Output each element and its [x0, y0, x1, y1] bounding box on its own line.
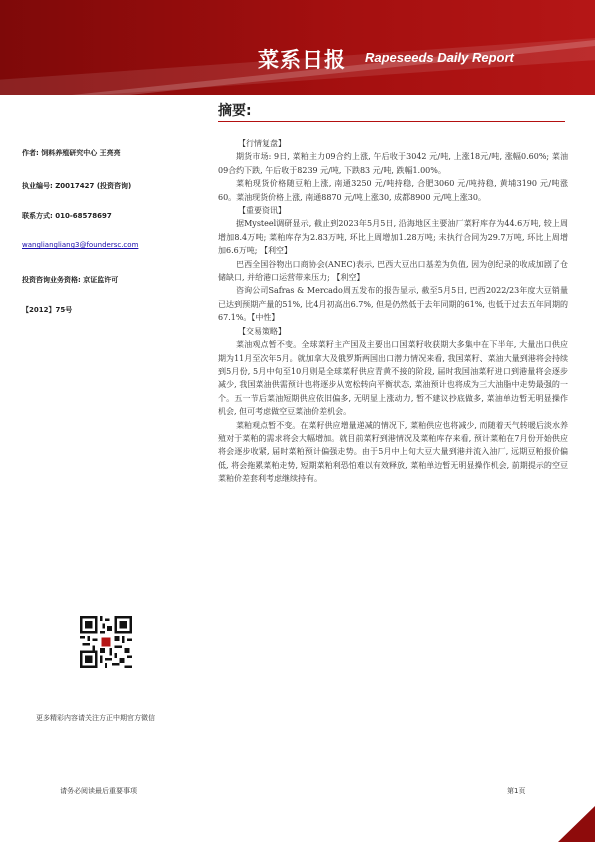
section-title-news: 【重要资讯】	[238, 206, 286, 216]
qualification: 投资咨询业务资格: 京证监许可	[22, 276, 119, 284]
report-title-en: Rapeseeds Daily Report	[365, 50, 514, 65]
section-title-strategy: 【交易策略】	[238, 326, 286, 336]
news-paragraph-1: 据Mysteel调研显示, 截止到2023年5月5日, 沿海地区主要油厂菜籽库存为44.6万吨, 较上周增加8.4万吨; 菜粕库存为2.83万吨, 环比上周增加1.28万吨; 未执行合同为29.7万吨, 环比上周增加6.6万吨; 【利空】	[218, 219, 568, 256]
author-info: 作者: 饲料养殖研究中心 王亮亮	[22, 149, 121, 157]
qr-code-icon	[80, 616, 132, 668]
qr-caption: 更多精彩内容请关注方正中期官方微信	[36, 714, 155, 722]
contact-phone: 联系方式: 010-68578697	[22, 212, 112, 220]
footer-disclaimer: 请务必阅读最后重要事项	[60, 787, 137, 795]
strategy-paragraph-meal: 菜粕观点暂不变。在菜籽供应增量递减的情况下, 菜粕供应也将减少, 而随着天气转暖后淡水养殖对于菜粕的需求将会大幅增加。就目前菜籽到港情况及菜粕库存来看, 预计菜粕在7月份开始供应将会逐步收紧, 届时菜粕预计偏强走势。由于5月中上旬大豆大量到港并流入油厂, 远期豆粕报价偏低, 将会拖累菜粕走势, 短期菜粕利恐怕难以有效释放, 菜粕单边暂无明显操作机会, 前期提示的空豆菜粕价差套利考虑继续持有。	[218, 420, 568, 484]
page-number: 第1页	[507, 787, 526, 795]
report-banner	[0, 0, 595, 95]
heading-divider	[218, 121, 565, 122]
news-paragraph-3: 咨询公司Safras & Mercado周五发布的报告显示, 截至5月5日, 巴西2022/23年度大豆销量已达到预期产量的51%, 比4月初高出6.7%, 但是仍然低于去年同期的61%, 也低于过去五年同期的67.1%。【中性】	[218, 286, 568, 323]
market-futures-paragraph: 期货市场: 9日, 菜粕主力09合约上涨, 午后收于3042 元/吨, 上涨18元/吨, 涨幅0.60%; 菜油09合约下跌, 午后收于8239 元/吨, 下跌83 元/吨, 跌幅1.00%。	[218, 152, 568, 175]
corner-decoration	[558, 806, 595, 842]
license-number: 执业编号: Z0017427 (投资咨询)	[22, 182, 132, 190]
report-body	[218, 137, 568, 486]
summary-heading: 摘要:	[218, 103, 252, 119]
contact-email-link[interactable]: wangliangliang3@foundersc.com	[22, 241, 139, 249]
strategy-paragraph-oil: 菜油观点暂不变。全球菜籽主产国及主要出口国菜籽收获期大多集中在下半年, 大量出口供应期为11月至次年5月。就加拿大及俄罗斯两国出口潜力情况来看, 我国菜籽、菜油大量到港将会持续到5月份, 5月中旬至10月则是全球菜籽供应青黄不接的阶段, 届时我国油菜籽进口到港量将会逐步减少, 我国菜油供需预计也将逐步从宽松转向平衡状态, 菜油预计也将成为三大油脂中走势最强的一个。五一节后菜油短期供应依旧偏多, 无明显上涨动力, 暂不建议抄底做多, 菜油单边暂无明显操作机会, 但可考虑做空豆菜油价差机会。	[218, 340, 568, 417]
approval-number: 【2012】75号	[22, 306, 73, 314]
section-title-market: 【行情复盘】	[238, 139, 286, 148]
news-paragraph-2: 巴西全国谷物出口商协会(ANEC)表示, 巴西大豆出口基差为负值, 因为创纪录的收成加剧了仓储缺口, 并给港口运营带来压力; 【利空】	[218, 259, 568, 283]
market-spot-paragraph: 菜粕现货价格随豆粕上涨, 南通3250 元/吨持稳, 合肥3060 元/吨持稳, 黄埔3190 元/吨涨60。菜油现货价格上涨, 南通8870 元/吨上涨30, 成都8900 元/吨上涨30。	[218, 179, 568, 202]
report-title-cn: 菜系日报	[258, 48, 346, 72]
